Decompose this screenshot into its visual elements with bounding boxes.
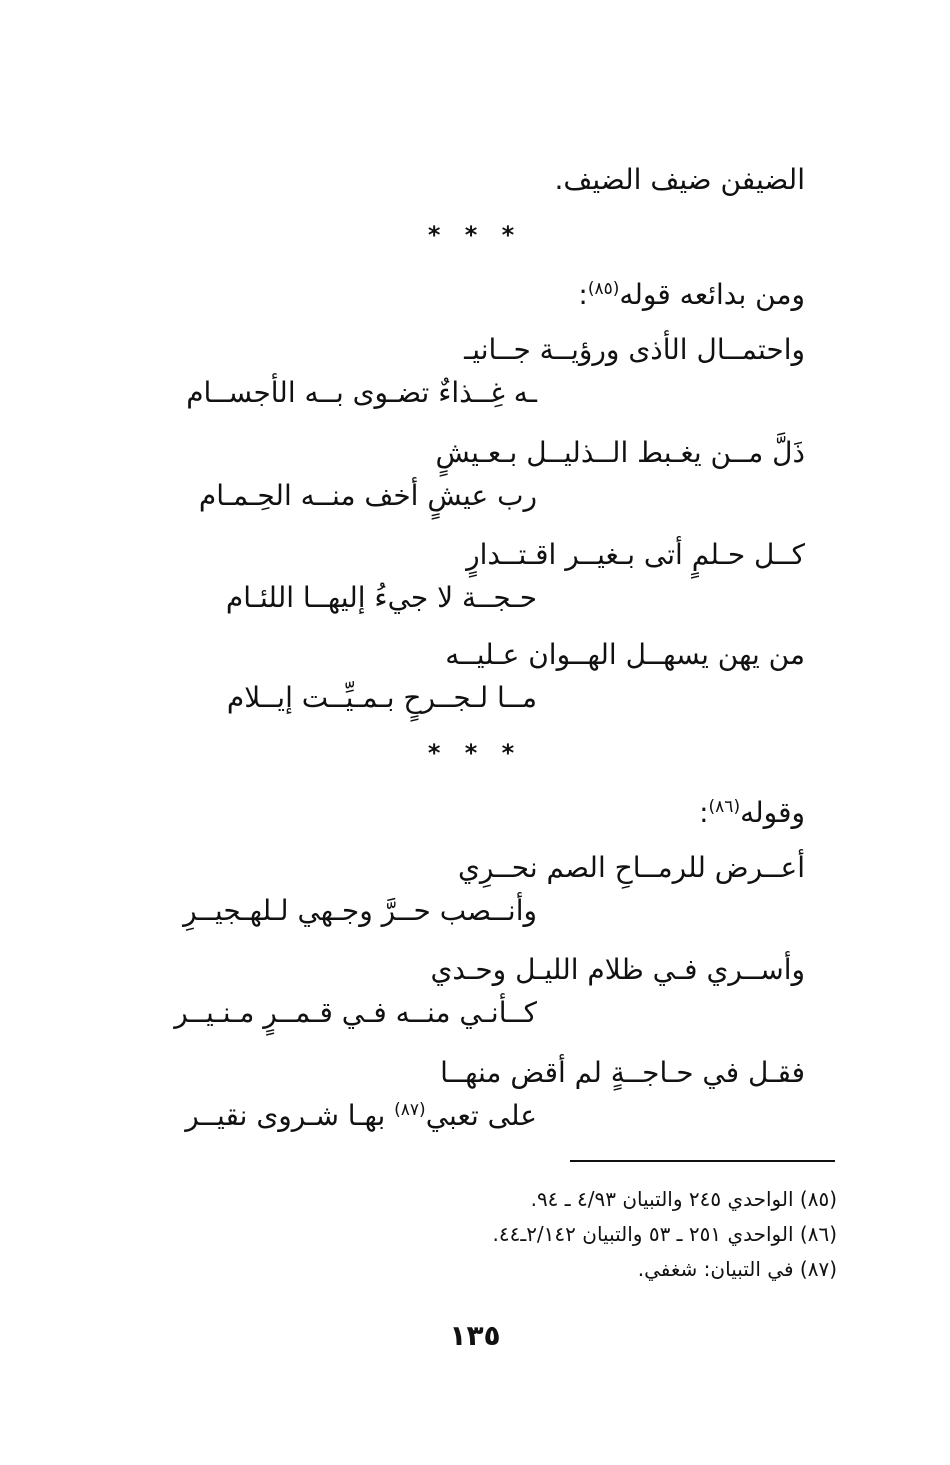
intro-line: الضيفن ضيف الضيف.	[554, 163, 805, 196]
verse-first-hemistich: كــل حـلمٍ أتى بـغيــر اقـتــدارٍ	[466, 538, 805, 571]
verse-second-hemistich: ـه غِــذاءٌ تضـوى بــه الأجســام	[186, 376, 537, 409]
footnote-85: (٨٥) الواحدي ٢٤٥ والتبيان ٤/٩٣ ـ ٩٤.	[530, 1187, 837, 1211]
verse-first-hemistich: أعــرض للرمــاحِ الصم نحــرِي	[457, 851, 805, 884]
verse-second-hemistich: رب عيشٍ أخف منــه الحِـمـام	[198, 479, 537, 512]
verse-first-hemistich: واحتمــال الأذى ورؤيــة جــانيـ	[464, 333, 805, 366]
footnote-87: (٨٧) في التبيان: شغفي.	[637, 1257, 837, 1281]
section2-lead	[699, 793, 805, 833]
footnote-86: (٨٦) الواحدي ٢٥١ ـ ٥٣ والتبيان ٢/١٤٢ـ٤٤.	[492, 1222, 837, 1246]
footnote-ref-85: (٨٥)	[587, 279, 620, 299]
verse-second-hemistich	[185, 1096, 537, 1136]
verse-first-hemistich: وأســري فـي ظلام الليـل وحـدي	[430, 953, 805, 986]
footnote-divider	[570, 1160, 835, 1162]
verse-first-hemistich: ذَلَّ مــن يغـبط الــذليــل بـعـيشٍ	[435, 436, 805, 469]
page-number: ١٣٥	[449, 1319, 501, 1352]
verse-first-hemistich: فقـل في حـاجــةٍ لم أقض منهــا	[440, 1056, 805, 1089]
section2-lead-colon: :	[699, 796, 709, 829]
verse-text-end: بهـا شـروى نقيــر	[185, 1099, 395, 1132]
section-separator: * * *	[427, 739, 523, 767]
footnote-ref-87: (٨٧)	[394, 1100, 426, 1120]
verse-second-hemistich: وأنــصب حــرَّ وجـهي لـلهـجيــرِ	[183, 894, 537, 927]
section1-lead-text: ومن بدائعه قوله	[619, 278, 805, 311]
section2-lead-text: وقوله	[740, 796, 805, 829]
verse-second-hemistich: مــا لـجــرحٍ بـمـيِّــت إيــلام	[226, 681, 537, 714]
section-separator: * * *	[427, 221, 523, 249]
footnote-ref-86: (٨٦)	[708, 797, 741, 817]
section1-lead-colon: :	[578, 278, 588, 311]
verse-second-hemistich: كــأنـي منــه فـي قـمــرٍ مـنـيــر	[174, 996, 537, 1029]
verse-first-hemistich: من يهن يسهــل الهــوان عـليــه	[445, 638, 805, 671]
verse-second-hemistich: حـجــة لا جيءُ إليهــا اللئـام	[225, 581, 537, 614]
verse-text: على تعبي	[425, 1099, 537, 1132]
section1-lead	[578, 275, 805, 315]
